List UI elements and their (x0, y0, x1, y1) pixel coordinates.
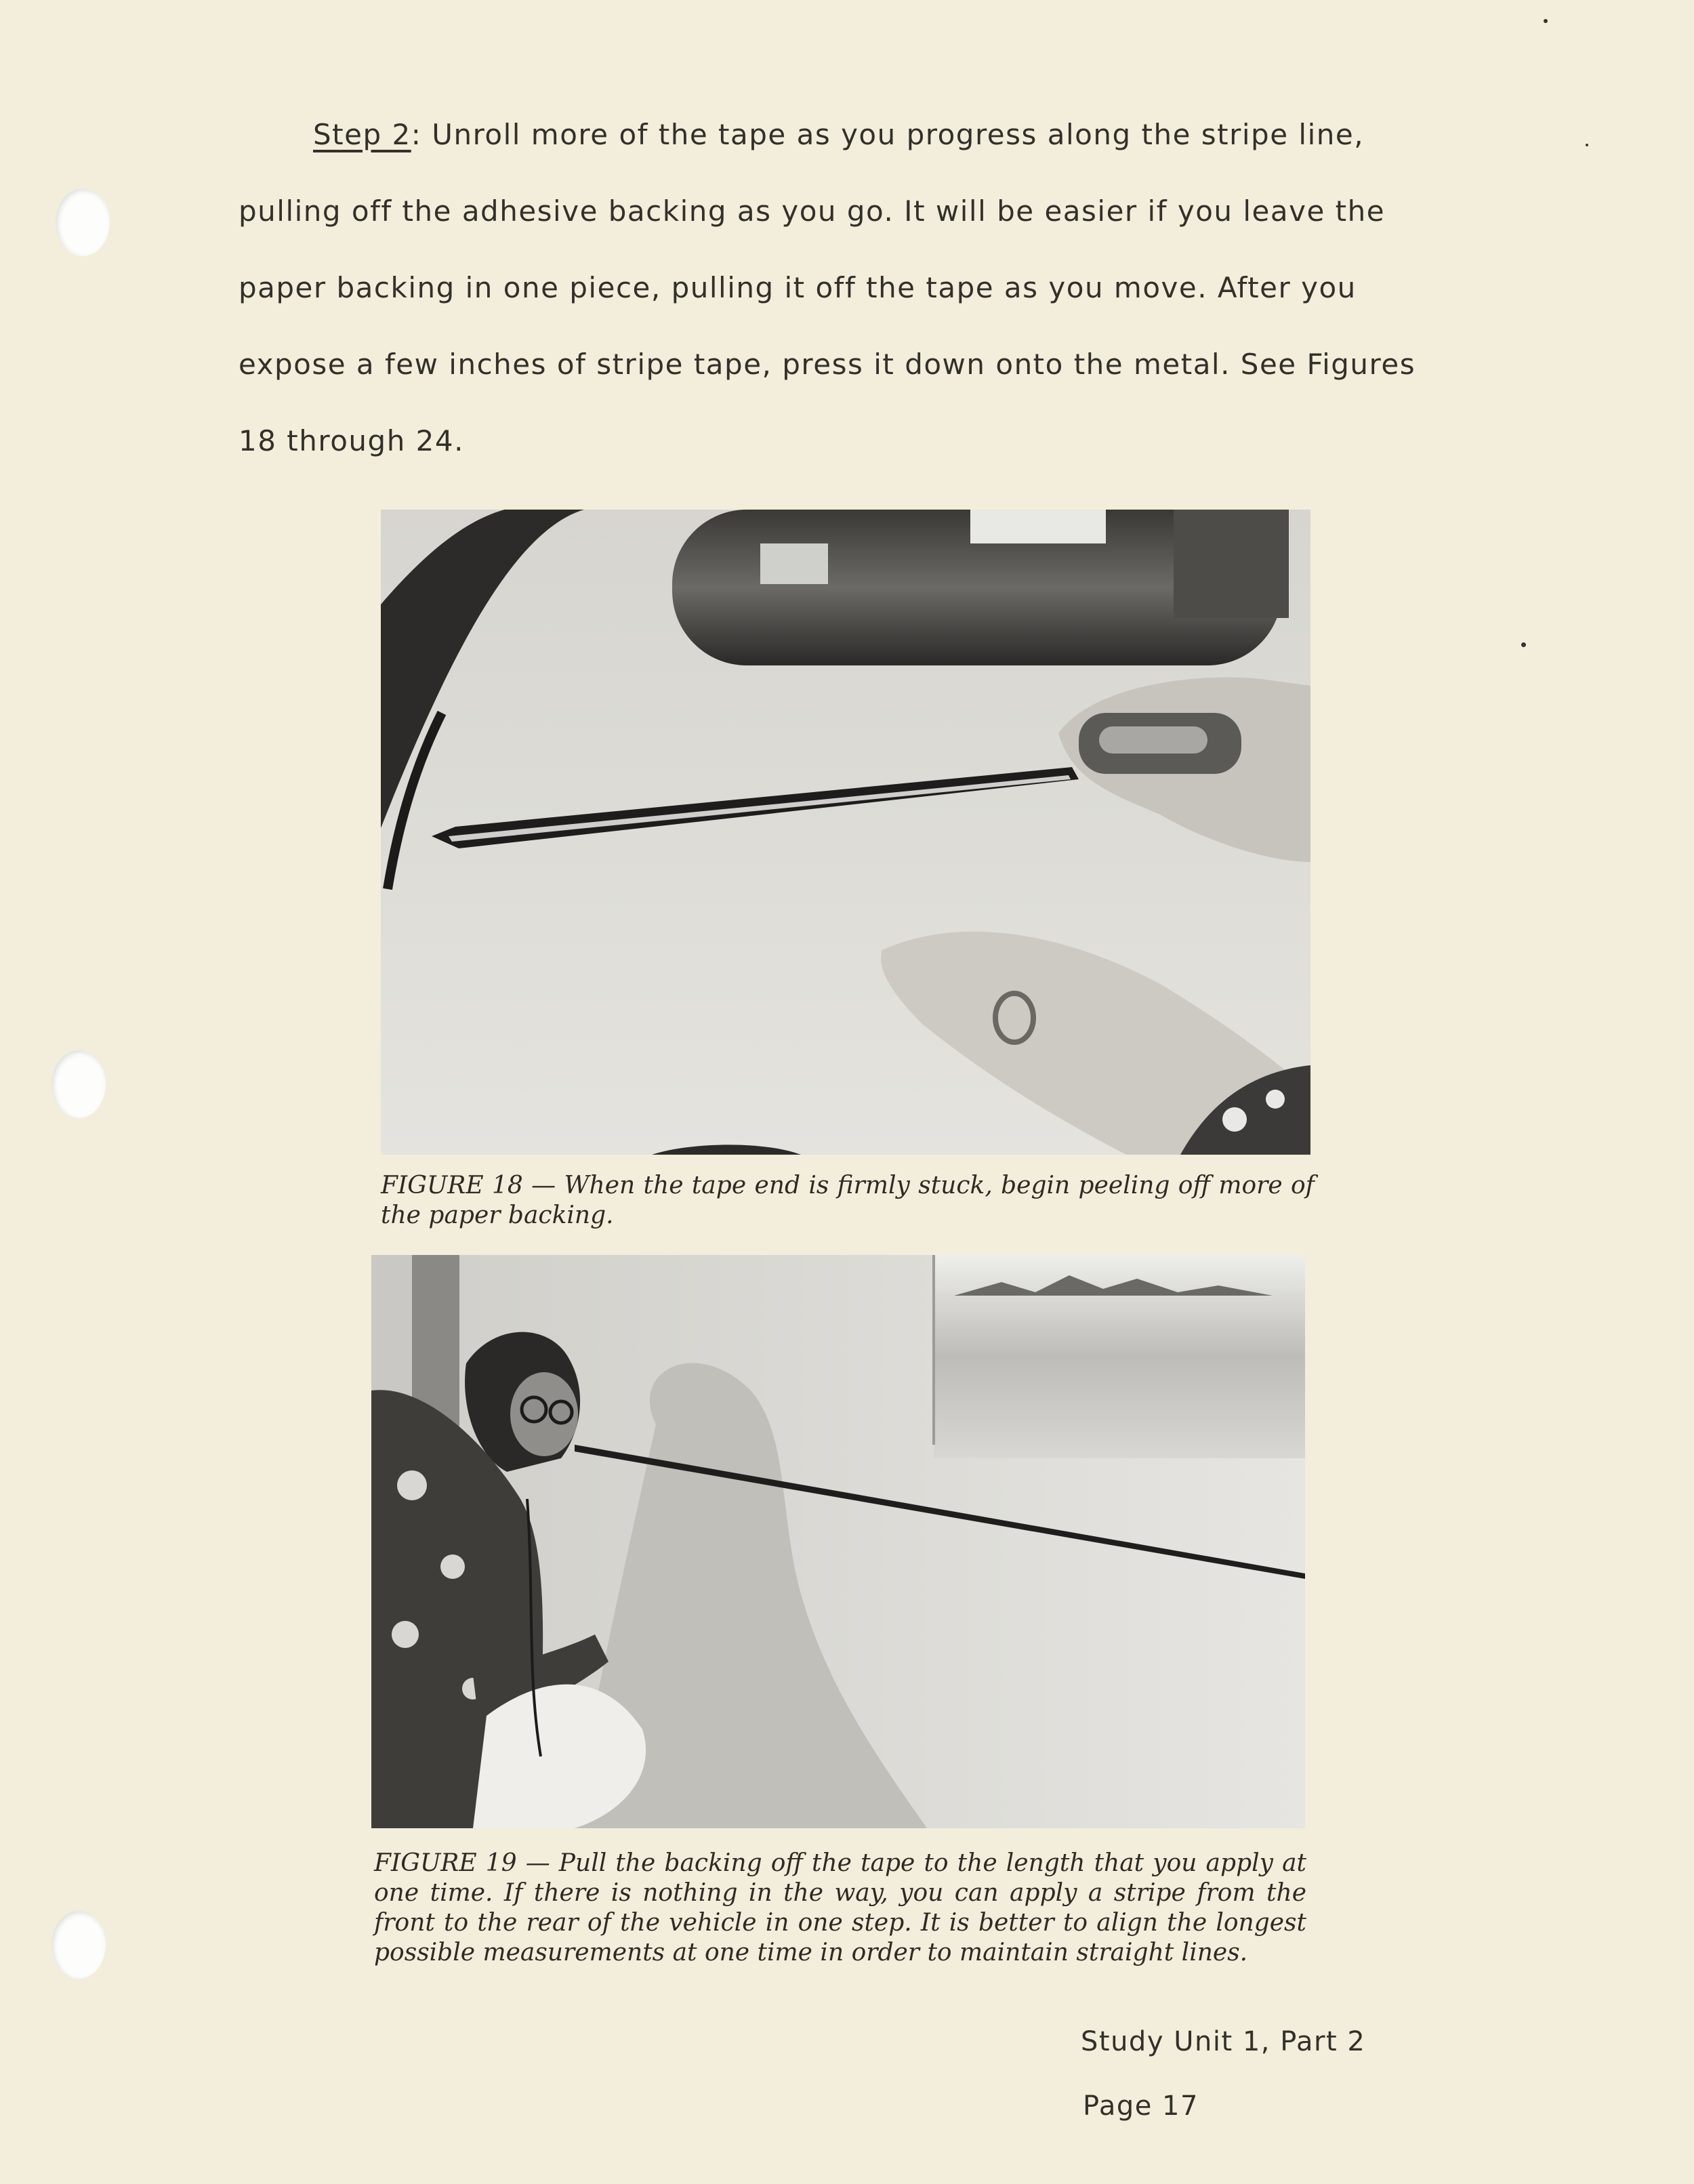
speck (1521, 642, 1526, 647)
figure-18-photo (381, 510, 1310, 1155)
figure-19-illustration (371, 1255, 1305, 1828)
binder-hole-bottom (51, 1911, 106, 1979)
binder-hole-top (56, 188, 110, 256)
speck (1544, 19, 1548, 23)
paragraph-line: 18 through 24. (239, 424, 464, 457)
paragraph-line: paper backing in one piece, pulling it off the tape as you move. After you (239, 271, 1357, 304)
figure-19-caption: FIGURE 19 — Pull the backing off the tape to the length that you apply at one time. If there is nothing in the way, you can apply a stripe from the front to the rear of the vehicle in one step. It is better to align the longest possible measurements at one time in order to maintain straight lines. (374, 1849, 1306, 1966)
paragraph-line: expose a few inches of stripe tape, press it down onto the metal. See Figures (239, 348, 1416, 381)
binder-hole-middle (51, 1050, 106, 1118)
step-2-paragraph (239, 96, 1533, 479)
page-number: Page 17 (1083, 2090, 1199, 2122)
figure-19-photo (371, 1255, 1305, 1828)
paragraph-line: : Unroll more of the tape as you progress along the stripe line, (411, 118, 1365, 151)
study-unit-label: Study Unit 1, Part 2 (1081, 2026, 1366, 2057)
paragraph-line: pulling off the adhesive backing as you go. It will be easier if you leave the (239, 194, 1386, 228)
speck (1586, 144, 1588, 146)
step-label: Step 2 (313, 118, 411, 151)
figure-18-illustration (381, 510, 1310, 1155)
figure-18-caption: FIGURE 18 — When the tape end is firmly stuck, begin peeling off more of the paper backing. (381, 1172, 1315, 1229)
